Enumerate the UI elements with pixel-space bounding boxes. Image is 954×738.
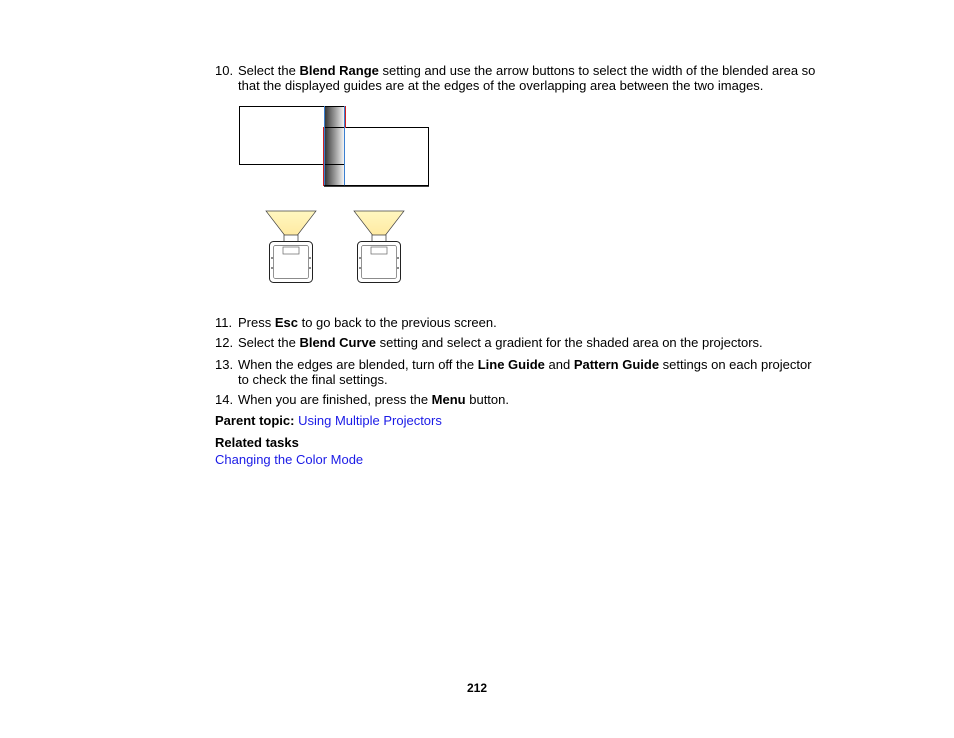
text: Select the [238, 63, 300, 78]
step-number: 10. [215, 63, 234, 78]
button-name: Esc [274, 315, 298, 330]
setting-name: Blend Range [299, 63, 379, 78]
text: and [544, 357, 574, 372]
text: When you are finished, press the [238, 392, 432, 407]
step-number: 12. [215, 335, 234, 350]
text: setting and select a gradient for the shaded area on the projectors. [376, 335, 763, 350]
text: Press [238, 315, 275, 330]
step-text [238, 315, 825, 330]
parent-topic-label: Parent topic: [215, 413, 295, 428]
related-task-link[interactable]: Changing the Color Mode [215, 452, 364, 467]
step-number: 14. [215, 392, 234, 407]
related-tasks-heading [215, 435, 299, 450]
setting-name: Blend Curve [299, 335, 377, 350]
step-14 [215, 392, 825, 407]
button-name: Menu [431, 392, 466, 407]
text: button. [465, 392, 509, 407]
setting-name: Line Guide [477, 357, 545, 372]
text: to go back to the previous screen. [297, 315, 497, 330]
parent-topic-link[interactable]: Using Multiple Projectors [298, 413, 442, 428]
step-text [238, 392, 825, 407]
step-11 [215, 315, 825, 330]
step-text [238, 357, 825, 387]
projector-right [354, 211, 404, 283]
step-number: 11. [215, 315, 233, 330]
text: setting and use the arrow buttons to select the width of the blended area so that the displayed guides are at the edges of the overlapping area between the two images. [238, 63, 816, 93]
setting-name: Pattern Guide [573, 357, 660, 372]
text: Select the [238, 335, 300, 350]
text: When the edges are blended, turn off the [238, 357, 478, 372]
heading-text: Related tasks [215, 435, 299, 450]
page-number: 212 [466, 681, 488, 695]
step-number: 13. [215, 357, 234, 372]
step-12 [215, 335, 825, 350]
parent-topic [215, 413, 442, 428]
step-text [238, 335, 825, 350]
step-13 [215, 357, 825, 387]
text: settings on each projector to check the final settings. [238, 357, 812, 387]
blend-area [324, 106, 344, 186]
projector-left [266, 211, 316, 283]
